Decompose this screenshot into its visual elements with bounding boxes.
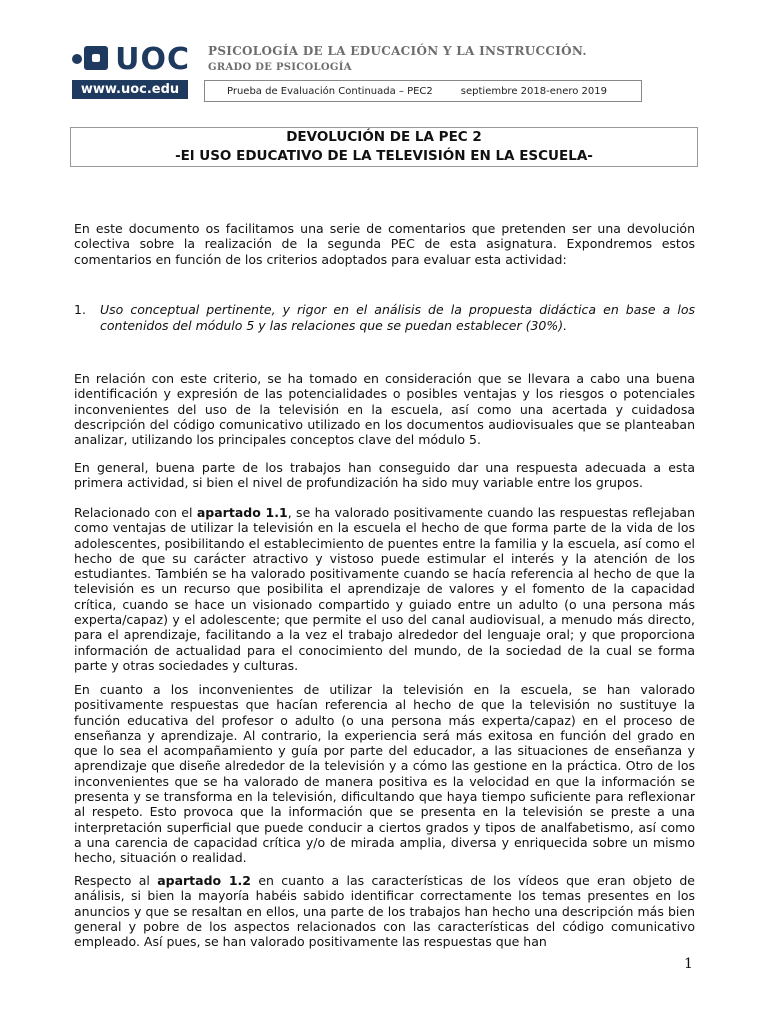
- paragraph-3-rest: , se ha valorado positivamente cuando las respuestas reflejaban como ventajas de utilizar la televisión en la escuela el hecho de que forma parte de la vida de los adolescentes, posibilitando el establecimiento de puentes entre la familia y la escuela, así como el hecho de que su carácter atractivo y vistoso puede estimular el interés y la atención de los estudiantes. También se ha valorado positivamente cuando se hacía referencia al hecho de que la televisión es un recurso que posibilita el aprendizaje de valores y el fomento de la capacidad crítica, cuando se hace un visionado compartido y guiado entre un adulto (o una persona más experta/capaz) y el adolescente; que permite el uso del canal audiovisual, a menudo más directo, para el aprendizaje, facilitando a la vez el trabajo alrededor del lenguaje oral; y que proporciona información de actualidad para el conocimiento del mundo, de la sociedad de la cual se forma parte y otras sociedades y culturas.: [74, 505, 696, 673]
- criterion-number: 1.: [74, 302, 86, 317]
- paragraph-5-start: Respecto al: [74, 873, 158, 888]
- paragraph-5-rest: en cuanto a las características de los vídeos que eran objeto de análisis, si bien la mayoría habéis sabido identificar correctamente los temas presentes en los anuncios y que se resaltan en ellos, una parte de los trabajos han hecho una descripción más bien general y pobre de los aspectos relacionados con las características del código comunicativo empleado. Así pues, se han valorado positivamente las respuestas que han: [74, 873, 696, 950]
- paragraph-2: En general, buena parte de los trabajos han conseguido dar una respuesta adecuada a esta primera actividad, si bien el nivel de profundización ha sido muy variable entre los grupos.: [74, 460, 695, 491]
- uoc-logo: [72, 40, 190, 99]
- document-title-box: [70, 127, 698, 167]
- paragraph-4: En cuanto a los inconvenientes de utilizar la televisión en la escuela, se han valorado positivamente respuestas que hacían referencia al hecho de que la televisión no sustituye la función educativa del profesor o adulto (o una persona más experta/capaz) en el proceso de enseñanza y aprendizaje. Al contrario, la experiencia será más exitosa en función del grado en que lo sea el acompañamiento y guía por parte del educador, a las situaciones de enseñanza y aprendizaje que diseñe alrededor de la televisión y a cómo las gestione en la práctica. Otro de los inconvenientes que se ha valorado de manera positiva es la velocidad en que la información se presenta y se transforma en la televisión, dificultando que haya tiempo suficiente para reflexionar al respeto. Esto provoca que la información que se presenta en la televisión se preste a una interpretación superficial que puede conducir a ciertos grados y tipos de analfabetismo, así como a una carencia de capacidad crítica y/o de mirada amplia, diversa y enriquecida sobre un mismo hecho, situación o realidad.: [74, 682, 695, 866]
- paragraph-1: En relación con este criterio, se ha tomado en consideración que se llevara a cabo una buena identificación y expresión de las potencialidades o posibles ventajas y los riesgos o potenciales inconvenientes del uso de la televisión en la escuela, así como una acertada y cuidadosa descripción del código comunicativo utilizado en los documentos audiovisuales que se planteaban analizar, utilizando los principales conceptos clave del módulo 5.: [74, 371, 695, 448]
- intro-paragraph: En este documento os facilitamos una serie de comentarios que pretenden ser una devolución colectiva sobre la realización de la segunda PEC de esta asignatura. Expondremos estos comentarios en función de los criterios adoptados para evaluar esta actividad:: [74, 221, 695, 267]
- uoc-logo-mark-icon: [72, 44, 111, 74]
- document-title: DEVOLUCIÓN DE LA PEC 2: [286, 129, 482, 145]
- paragraph-3: [74, 505, 695, 673]
- degree-title: GRADO DE PSICOLOGÍA: [208, 62, 352, 73]
- page-number: 1: [684, 956, 693, 972]
- paragraph-3-start: Relacionado con el: [74, 505, 197, 520]
- section-ref-1-1: apartado 1.1: [196, 505, 288, 520]
- criterion-text: Uso conceptual pertinente, y rigor en el análisis de la propuesta didáctica en base a los contenidos del módulo 5 y las relaciones que se puedan establecer (30%).: [100, 302, 695, 333]
- logo-text: UOC: [115, 41, 190, 77]
- logo-url: www.uoc.edu: [72, 80, 188, 99]
- section-ref-1-2: apartado 1.2: [157, 873, 251, 888]
- assessment-period: septiembre 2018-enero 2019: [460, 85, 607, 97]
- course-title: PSICOLOGÍA DE LA EDUCACIÓN Y LA INSTRUCCIÓN.: [208, 44, 587, 58]
- assessment-label: Prueba de Evaluación Continuada – PEC2: [227, 85, 433, 97]
- assessment-box: [204, 80, 642, 102]
- criterion-item: [74, 302, 695, 334]
- document-subtitle: -El USO EDUCATIVO DE LA TELEVISIÓN EN LA ESCUELA-: [175, 148, 593, 164]
- paragraph-5: [74, 873, 695, 949]
